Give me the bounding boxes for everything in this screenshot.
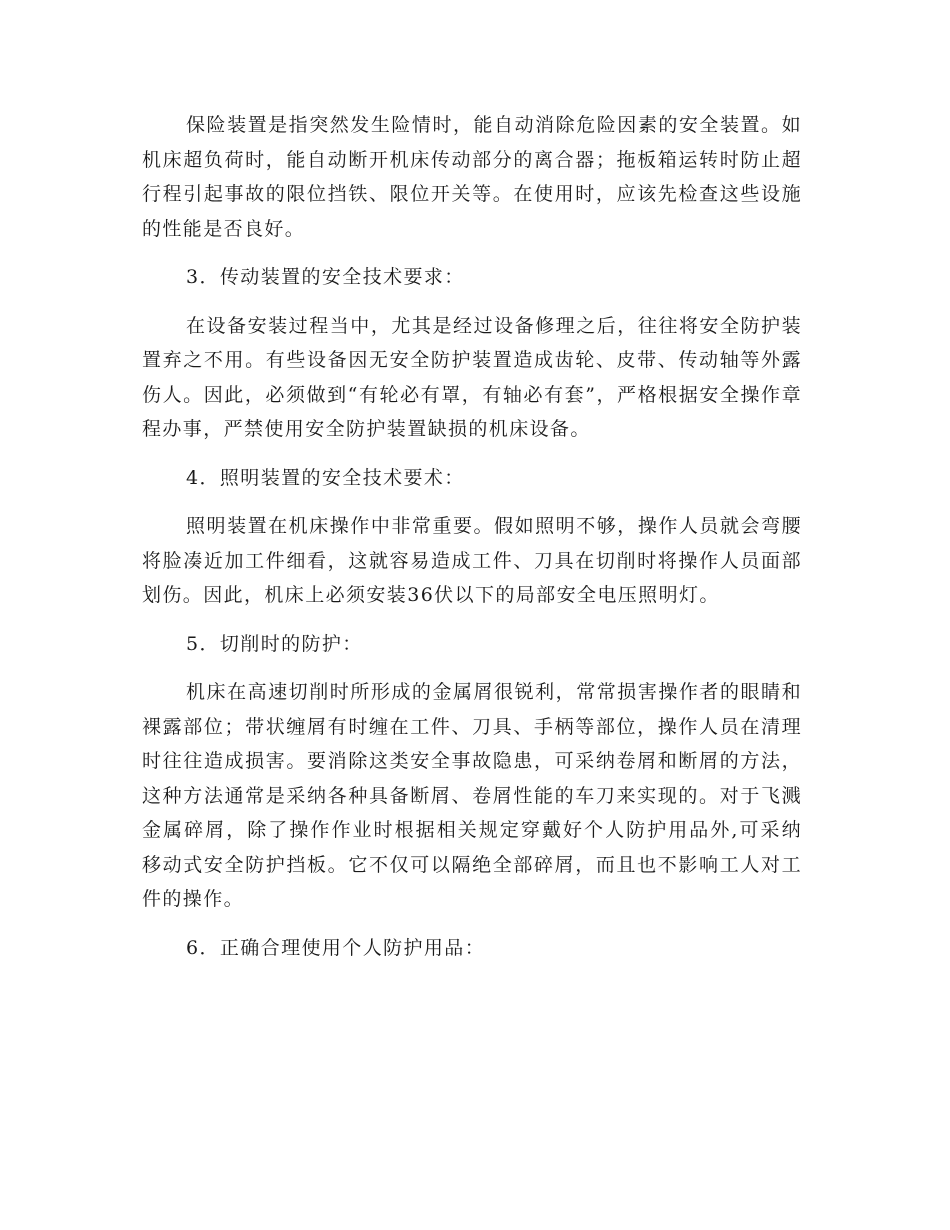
heading-cutting-protection: 5．切削时的防护：	[186, 632, 363, 655]
paragraph-cutting-protection: 机床在高速切削时所形成的金属屑很锐利，常常损害操作者的眼睛和裸露部位；带状缠屑有时缠在工件、刀具、手柄等部位，操作人员在清理时往往造成损害。要消除这类安全事故隐患，可采纳卷屑和断屑的方法，这种方法通常是采纳各种具备断屑、卷屑性能的车刀来实现的。对于飞溅金属碎屑，除了操作作业时根据相关规定穿戴好个人防护用品外,可采纳移动式安全防护挡板。它不仅可以隔绝全部碎屑，而且也不影响工人对工件的操作。	[142, 681, 802, 910]
heading-personal-protection: 6．正确合理使用个人防护用品：	[186, 936, 486, 959]
paragraph-safety-device: 保险装置是指突然发生险情时，能自动消除危险因素的安全装置。如机床超负荷时，能自动断开机床传动部分的离合器；拖板箱运转时防止超行程引起事故的限位挡铁、限位开关等。在使用时，应该先检查这些设施的性能是否良好。	[142, 114, 802, 240]
paragraph-transmission-device: 在设备安装过程当中，尤其是经过设备修理之后，往往将安全防护装置弃之不用。有些设备因无安全防护装置造成齿轮、皮带、传动轴等外露伤人。因此，必须做到“有轮必有罩，有轴必有套”，严格根据安全操作章程办事，严禁使用安全防护装置缺损的机床设备。	[142, 314, 802, 440]
document-body	[142, 108, 802, 979]
heading-lighting-device: 4．照明装置的安全技术要术：	[186, 466, 465, 489]
paragraph-lighting-device: 照明装置在机床操作中非常重要。假如照明不够，操作人员就会弯腰将脸凑近加工件细看，这就容易造成工件、刀具在切削时将操作人员面部划伤。因此，机床上必须安装36伏以下的局部安全电压照明灯。	[142, 515, 802, 606]
heading-transmission-device: 3．传动装置的安全技术要求：	[186, 266, 465, 288]
